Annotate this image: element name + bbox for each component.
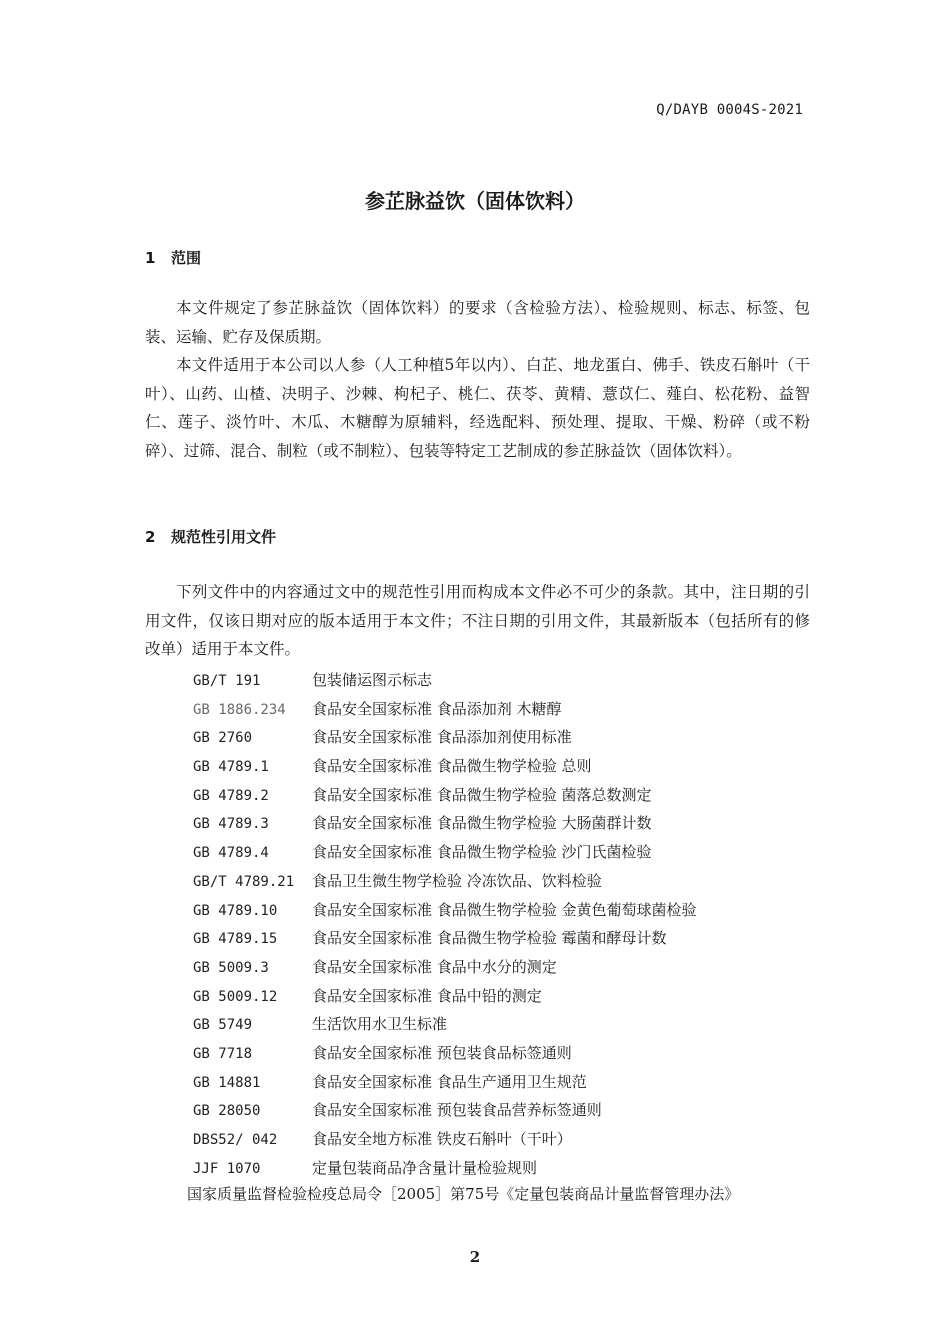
reference-code: JJF 1070 [193, 1160, 261, 1177]
document-code: Q/DAYB 0004S-2021 [656, 102, 803, 118]
extra-reference: 国家质量监督检验检疫总局令［2005］第75号《定量包装商品计量监督管理办法》 [187, 1185, 740, 1203]
section-title: 规范性引用文件 [171, 528, 277, 546]
reference-item [193, 953, 813, 982]
reference-code: GB 1886.234 [193, 701, 286, 718]
reference-item [193, 1096, 813, 1125]
reference-code: GB 2760 [193, 730, 253, 747]
page-number: 2 [469, 1248, 481, 1266]
reference-title: 食品安全国家标准 食品添加剂使用标准 [312, 728, 572, 747]
section-number: 2 [145, 528, 156, 546]
reference-title: 定量包装商品净含量计量检验规则 [312, 1158, 538, 1177]
reference-item [193, 1039, 813, 1068]
reference-title: 食品安全地方标准 铁皮石斛叶（干叶） [312, 1130, 572, 1148]
reference-title: 食品安全国家标准 食品微生物学检验 总则 [312, 757, 592, 776]
document-title: 参芷脉益饮（固体饮料） [365, 189, 585, 213]
scope-paragraph-2: 本文件适用于本公司以人参（人工种植5年以内）、白芷、地龙蛋白、佛手、铁皮石斛叶（干叶）、山药、山楂、决明子、沙棘、枸杞子、桃仁、茯苓、黄精、薏苡仁、薤白、松花粉、益智仁、莲子、淡竹叶、木瓜、木糖醇为原辅料，经选配料、预处理、提取、干燥、粉碎（或不粉碎）、过筛、混合、制粒（或不制粒）、包装等特定工艺制成的参芷脉益饮（固体饮料）。 [145, 356, 810, 460]
reference-title: 食品安全国家标准 食品微生物学检验 沙门氏菌检验 [312, 843, 652, 862]
reference-title: 食品安全国家标准 预包装食品营养标签通则 [312, 1101, 602, 1120]
reference-item [193, 809, 813, 838]
section-heading-normative-references [145, 526, 276, 547]
reference-item [193, 896, 813, 925]
reference-item [193, 982, 813, 1011]
reference-code: GB 28050 [193, 1103, 261, 1120]
reference-code: GB 5009.3 [193, 959, 269, 976]
reference-title: 食品安全国家标准 食品添加剂 木糖醇 [312, 699, 562, 718]
reference-code: GB/T 191 [193, 673, 261, 689]
reference-title: 食品安全国家标准 食品微生物学检验 霉菌和酵母计数 [312, 929, 667, 948]
reference-title: 食品安全国家标准 食品中水分的测定 [312, 957, 557, 976]
reference-item [193, 695, 813, 724]
reference-title: 食品安全国家标准 食品微生物学检验 菌落总数测定 [312, 785, 652, 804]
section-heading-scope [145, 247, 201, 268]
reference-item [193, 1068, 813, 1097]
reference-code: GB 4789.15 [193, 931, 278, 948]
reference-item [193, 781, 813, 810]
reference-code: GB 4789.3 [193, 816, 269, 833]
reference-item [193, 1154, 813, 1183]
reference-code: GB 4789.10 [193, 902, 278, 919]
reference-title: 包装储运图示标志 [312, 671, 433, 689]
reference-code: GB 5009.12 [193, 988, 278, 1005]
reference-item [193, 924, 813, 953]
reference-item [193, 867, 813, 896]
reference-code: GB 7718 [193, 1045, 253, 1062]
reference-title: 食品安全国家标准 食品中铅的测定 [312, 986, 542, 1005]
reference-title: 食品卫生微生物学检验 冷冻饮品、饮料检验 [312, 871, 602, 890]
reference-code: DBS52/ 042 [193, 1132, 278, 1148]
reference-item [193, 1125, 813, 1154]
references-intro-paragraph: 下列文件中的内容通过文中的规范性引用而构成本文件必不可少的条款。其中，注日期的引用文件，仅该日期对应的版本适用于本文件；不注日期的引用文件，其最新版本（包括所有的修改单）适用于本文件。 [145, 583, 810, 658]
reference-title: 食品安全国家标准 预包装食品标签通则 [312, 1043, 572, 1062]
reference-code: GB 14881 [193, 1074, 261, 1091]
reference-code: GB 4789.2 [193, 787, 269, 804]
reference-item [193, 838, 813, 867]
reference-item [193, 666, 813, 695]
reference-item [193, 1010, 813, 1039]
scope-paragraph-1: 本文件规定了参芷脉益饮（固体饮料）的要求（含检验方法）、检验规则、标志、标签、包装、运输、贮存及保质期。 [145, 299, 810, 346]
reference-list [193, 666, 813, 1182]
reference-code: GB 4789.1 [193, 759, 269, 776]
section-number: 1 [145, 249, 156, 267]
reference-item [193, 723, 813, 752]
reference-title: 食品安全国家标准 食品微生物学检验 大肠菌群计数 [312, 814, 652, 833]
reference-code: GB 5749 [193, 1017, 253, 1034]
reference-title: 生活饮用水卫生标准 [312, 1015, 448, 1034]
reference-title: 食品安全国家标准 食品微生物学检验 金黄色葡萄球菌检验 [312, 900, 697, 919]
reference-code: GB/T 4789.21 [193, 873, 295, 890]
section-title: 范围 [171, 249, 202, 267]
reference-item [193, 752, 813, 781]
reference-title: 食品安全国家标准 食品生产通用卫生规范 [312, 1072, 587, 1091]
reference-code: GB 4789.4 [193, 845, 269, 862]
